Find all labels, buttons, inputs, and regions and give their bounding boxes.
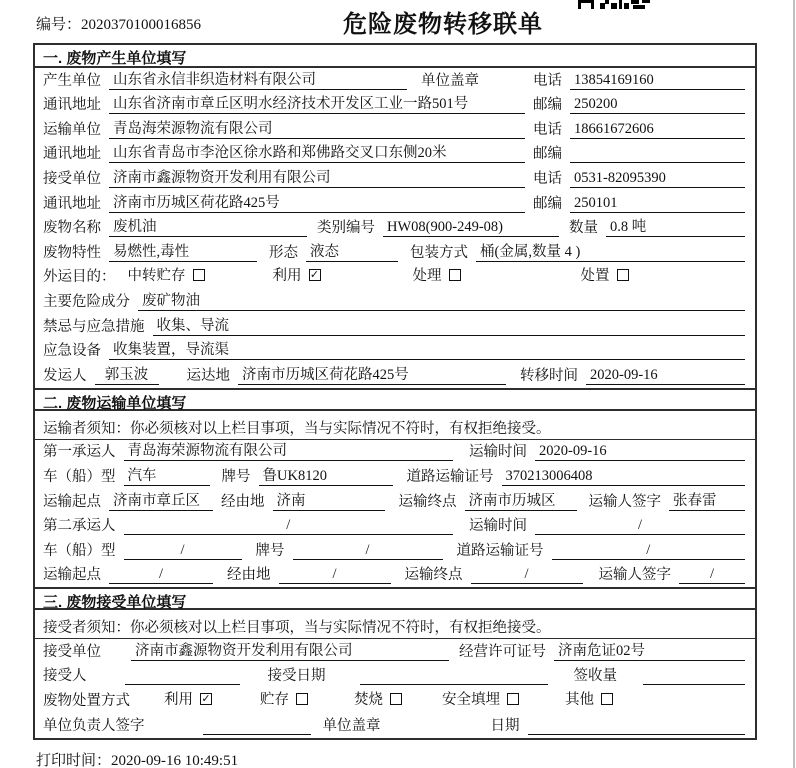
producer-unit-value: 山东省永信非织造材料有限公司: [109, 68, 407, 90]
main-component-row: [35, 289, 755, 314]
waste-name-label: 废物名称: [43, 220, 101, 237]
producer-address-value: 山东省济南市章丘区明水经济技术开发区工业一路501号: [109, 92, 525, 114]
checkbox-icon: [601, 693, 613, 705]
vehicle-type-value: 汽车: [124, 464, 210, 486]
quantity-label: 数量: [569, 220, 598, 237]
signed-amount-value: [643, 667, 745, 685]
disposal-method-row: [35, 688, 755, 713]
qr-code-fragment: [578, 0, 650, 9]
phone-value: 0531-82095390: [570, 170, 745, 188]
option-label: 中转贮存: [127, 268, 186, 285]
waste-property-row: [35, 240, 755, 265]
precaution-label: 禁忌与应急措施: [43, 318, 145, 335]
unit-seal-label: 单位盖章: [322, 717, 381, 734]
zip-group: [533, 192, 745, 213]
packing-value: 桶(金属,数量 4 ): [476, 240, 745, 262]
option-label: 利用: [164, 692, 193, 709]
date-value: [528, 717, 746, 735]
purpose-row: [35, 265, 755, 290]
receiver-address-row: [35, 191, 755, 216]
transport-address-row: [35, 142, 755, 167]
disposal-option-incinerate: [354, 688, 402, 709]
first-carrier-label: 第一承运人: [43, 444, 116, 461]
receive-person-label: 接受人: [43, 668, 87, 685]
receiver-address-value: 济南市历城区荷花路425号: [109, 191, 525, 213]
carrier-sign-value: 张春雷: [669, 489, 745, 511]
dispatcher-label: 发运人: [43, 367, 87, 384]
disposal-method-label: 废物处置方式: [43, 693, 130, 710]
dispatch-row: [35, 363, 755, 388]
zip-value: [570, 145, 745, 163]
transport-time-value: /: [535, 517, 745, 535]
route-via-label: 经由地: [221, 493, 265, 510]
category-code-value: HW08(900-249-08): [383, 219, 559, 237]
transfer-time-label: 转移时间: [520, 367, 578, 384]
category-code-label: 类别编号: [317, 220, 375, 237]
operation-license-value: 济南危证02号: [554, 639, 745, 661]
zip-group: [533, 93, 745, 114]
signed-amount-label: 签收量: [573, 668, 617, 685]
receive-date-value: [360, 667, 548, 685]
page-title: 危险废物转移联单: [343, 11, 543, 38]
second-carrier-value: /: [124, 517, 454, 535]
checkbox-checked-icon: ✓: [309, 267, 320, 281]
emergency-equipment-value: 收集装置，导流渠: [109, 338, 745, 360]
checkbox-icon: [390, 693, 402, 705]
road-license-value: 370213006408: [502, 468, 746, 486]
producer-unit-label: 产生单位: [43, 72, 101, 89]
route-via-value: /: [279, 566, 391, 584]
first-carrier-value: 青岛海荣源物流有限公司: [124, 439, 454, 461]
transport-unit-row: [35, 117, 755, 142]
purpose-option-transfer-storage: [128, 264, 205, 285]
disposal-option-other: [565, 688, 613, 709]
date-label: 日期: [490, 717, 520, 734]
checkbox-icon: [507, 693, 519, 705]
waste-name-value: 废机油: [109, 215, 307, 237]
doc-number-value: 2020370100016856: [81, 17, 202, 33]
road-license-label: 道路运输证号: [406, 468, 494, 485]
vehicle-type-label: 车（船）型: [43, 542, 116, 559]
transport-address-label: 通讯地址: [43, 146, 101, 163]
checkbox-icon: [296, 693, 308, 705]
zip-value: 250200: [570, 96, 745, 114]
transport-unit-label: 运输单位: [43, 121, 101, 138]
page-edge-divider: [793, 0, 795, 768]
vehicle-row-2: [35, 538, 755, 563]
signature-row: [35, 713, 755, 738]
zip-group: [533, 142, 745, 163]
second-carrier-row: [35, 514, 755, 539]
print-time-label: 打印时间：: [36, 753, 112, 768]
purpose-option-treat: [413, 264, 461, 285]
route-start-label: 运输起点: [43, 567, 101, 584]
carrier-sign-label: 运输人签字: [588, 493, 661, 510]
receiver-unit-row: [35, 166, 755, 191]
second-carrier-label: 第二承运人: [43, 518, 116, 535]
carrier-sign-label: 运输人签字: [598, 567, 671, 584]
option-label: 安全填埋: [442, 692, 500, 709]
phone-group: [533, 167, 745, 188]
carrier-notice: 运输者须知：你必须核对以上栏目事项，当与实际情况不符时，有权拒绝接受。: [35, 411, 755, 440]
purpose-label: 外运目的：: [43, 269, 116, 286]
transport-unit-value: 青岛海荣源物流有限公司: [109, 117, 525, 139]
road-license-label: 道路运输证号: [456, 542, 544, 559]
section2-title: 二. 废物运输单位填写: [35, 388, 755, 411]
zip-label: 邮编: [533, 146, 562, 163]
print-time-value: 2020-09-16 10:49:51: [111, 753, 239, 768]
producer-address-label: 通讯地址: [43, 97, 101, 114]
transport-address-value: 山东省青岛市李沧区徐水路和郑佛路交叉口东侧20米: [109, 141, 525, 163]
print-time: [36, 749, 238, 768]
checkbox-icon: [449, 269, 461, 281]
transport-time-label: 运输时间: [469, 444, 527, 461]
receiver-address-label: 通讯地址: [43, 195, 101, 212]
route-end-value: 济南市历城区: [465, 489, 577, 511]
receiver-notice: 接受者须知：你必须核对以上栏目事项，当与实际情况不符时，有权拒绝接受。: [35, 610, 755, 639]
precaution-row: [35, 314, 755, 339]
disposal-option-landfill: [442, 688, 519, 709]
purpose-option-dispose: [581, 264, 629, 285]
option-label: 其他: [565, 692, 594, 709]
phone-group: [533, 118, 745, 139]
zip-label: 邮编: [533, 195, 562, 212]
receive-unit-value: 济南市鑫源物资开发利用有限公司: [131, 639, 449, 661]
transport-time-label: 运输时间: [469, 518, 527, 535]
doc-number: [36, 13, 201, 34]
disposal-option-storage: [260, 688, 308, 709]
quantity-value: 0.8 吨: [606, 215, 745, 237]
form-table: [33, 43, 757, 740]
receiver-unit-label: 接受单位: [43, 170, 101, 187]
first-carrier-row: [35, 440, 755, 465]
checkbox-icon: [617, 269, 629, 281]
receive-unit-label: 接受单位: [43, 643, 101, 660]
route-start-label: 运输起点: [43, 493, 101, 510]
route-via-label: 经由地: [227, 567, 271, 584]
route-via-value: 济南: [273, 489, 385, 511]
checkbox-icon: [193, 269, 205, 281]
receive-date-label: 接受日期: [267, 668, 326, 685]
receive-person-value: [125, 667, 240, 685]
section1-title: 一. 废物产生单位填写: [35, 45, 755, 68]
option-label: 处理: [412, 268, 442, 285]
responsible-sign-label: 单位负责人签字: [43, 717, 145, 734]
receiver-unit-value: 济南市鑫源物资开发利用有限公司: [109, 166, 525, 188]
destination-value: 济南市历城区荷花路425号: [238, 363, 506, 385]
transfer-time-value: 2020-09-16: [586, 367, 745, 385]
main-component-value: 废矿物油: [138, 289, 745, 311]
zip-label: 邮编: [533, 97, 562, 114]
transport-time-value: 2020-09-16: [535, 443, 745, 461]
option-label: 利用: [272, 268, 302, 285]
dispatcher-value: 郭玉波: [95, 363, 159, 385]
vehicle-row: [35, 464, 755, 489]
phone-label: 电话: [533, 121, 562, 138]
section3-title: 三. 废物接受单位填写: [35, 587, 755, 610]
phone-group: [533, 69, 745, 90]
route-row-2: [35, 563, 755, 588]
plate-value: /: [293, 542, 443, 560]
producer-unit-row: [35, 68, 755, 93]
doc-number-label: 编号：: [36, 17, 82, 33]
route-end-label: 运输终点: [404, 567, 463, 584]
waste-property-value: 易燃性,毒性: [109, 240, 257, 262]
producer-address-row: [35, 93, 755, 118]
option-label: 贮存: [260, 692, 289, 709]
vehicle-type-label: 车（船）型: [43, 468, 116, 485]
destination-label: 运达地: [186, 367, 230, 384]
waste-property-label: 废物特性: [43, 244, 101, 261]
checkbox-checked-icon: ✓: [201, 691, 211, 705]
route-row: [35, 489, 755, 514]
carrier-sign-value: /: [679, 566, 745, 584]
emergency-equipment-row: [35, 339, 755, 364]
operation-license-label: 经营许可证号: [459, 643, 546, 660]
main-component-label: 主要危险成分: [43, 293, 130, 310]
receive-unit-row: [35, 639, 755, 664]
route-start-value: 济南市章丘区: [109, 489, 213, 511]
zip-value: 250101: [570, 195, 745, 213]
route-end-value: /: [471, 566, 583, 584]
phone-label: 电话: [533, 170, 562, 187]
purpose-option-utilize: [273, 264, 321, 285]
precaution-value: 收集、导流: [153, 314, 746, 336]
disposal-option-utilize: [164, 688, 212, 709]
receive-person-row: [35, 664, 755, 689]
option-label: 处置: [580, 268, 610, 285]
responsible-sign-value: [203, 717, 311, 735]
unit-seal-label: 单位盖章: [421, 72, 479, 89]
form-state-label: 形态: [269, 244, 298, 261]
waste-name-row: [35, 216, 755, 241]
plate-value: 鲁UK8120: [259, 464, 393, 486]
route-start-value: /: [109, 566, 213, 584]
packing-label: 包装方式: [410, 244, 468, 261]
emergency-equipment-label: 应急设备: [43, 343, 101, 360]
plate-label: 牌号: [221, 468, 251, 485]
route-end-label: 运输终点: [398, 493, 457, 510]
phone-value: 18661672606: [570, 121, 745, 139]
vehicle-type-value: /: [124, 542, 242, 560]
phone-label: 电话: [533, 72, 562, 89]
form-state-value: 液态: [306, 240, 398, 262]
phone-value: 13854169160: [570, 72, 745, 90]
plate-label: 牌号: [255, 542, 285, 559]
road-license-value: /: [552, 542, 746, 560]
option-label: 焚烧: [354, 692, 383, 709]
